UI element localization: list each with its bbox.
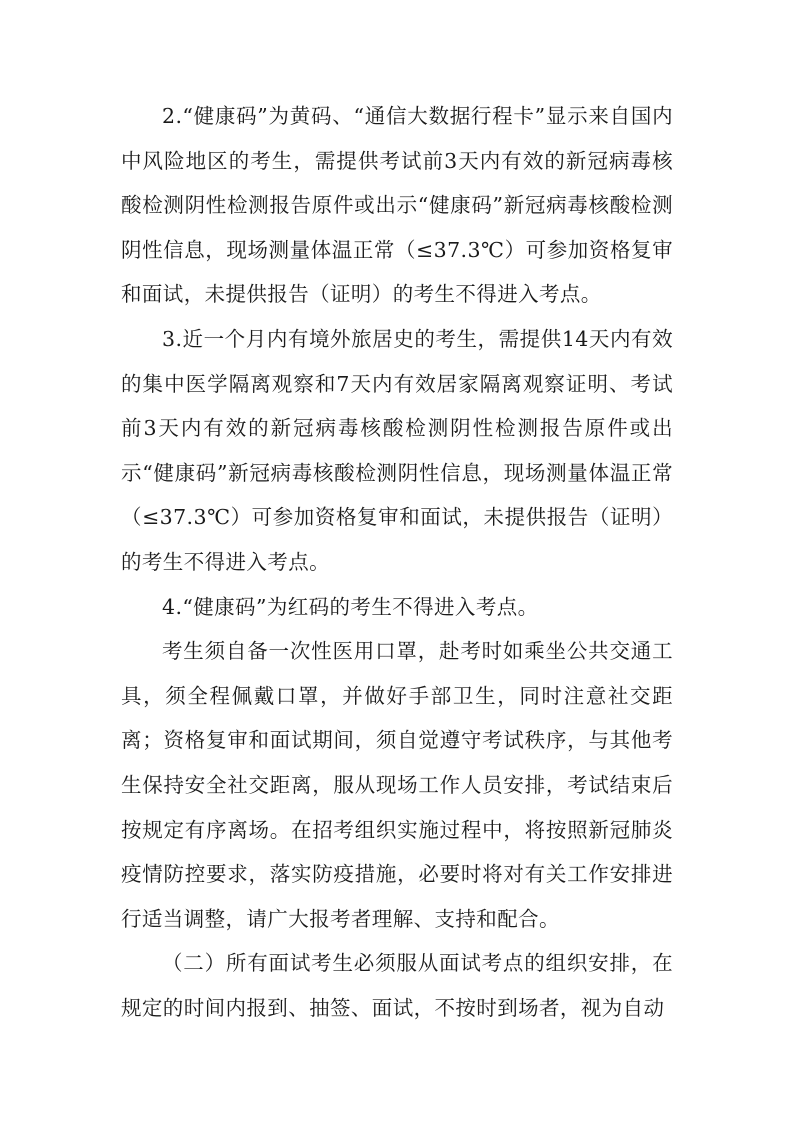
- paragraph-yellow-code: 2.“健康码”为黄码、“通信大数据行程卡”显示来自国内中风险地区的考生，需提供考试前3天内有效的新冠病毒核酸检测阴性检测报告原件或出示“健康码”新冠病毒核酸检测阴性信息，现场测量体温正常（≤37.3℃）可参加资格复审和面试，未提供报告（证明）的考生不得进入考点。: [121, 104, 673, 307]
- paragraph-red-code: 4.“健康码”为红码的考生不得进入考点。: [162, 594, 539, 619]
- paragraph-interview-arrangement: （二）所有面试考生必须服从面试考点的组织安排，在规定的时间内报到、抽签、面试，不按时到场者，视为自动: [121, 951, 673, 1020]
- document-body: [121, 94, 673, 1030]
- paragraph-overseas-travel: 3.近一个月内有境外旅居史的考生，需提供14天内有效的集中医学隔离观察和7天内有效居家隔离观察证明、考试前3天内有效的新冠病毒核酸检测阴性检测报告原件或出示“健康码”新冠病毒核酸检测阴性信息，现场测量体温正常（≤37.3℃）可参加资格复审和面试，未提供报告（证明）的考生不得进入考点。: [121, 326, 673, 574]
- paragraph-mask-requirements: 考生须自备一次性医用口罩，赴考时如乘坐公共交通工具，须全程佩戴口罩，并做好手部卫生，同时注意社交距离；资格复审和面试期间，须自觉遵守考试秩序，与其他考生保持安全社交距离，服从现场工作人员安排，考试结束后按规定有序离场。在招考组织实施过程中，将按照新冠肺炎疫情防控要求，落实防疫措施，必要时将对有关工作安排进行适当调整，请广大报考者理解、支持和配合。: [121, 639, 673, 931]
